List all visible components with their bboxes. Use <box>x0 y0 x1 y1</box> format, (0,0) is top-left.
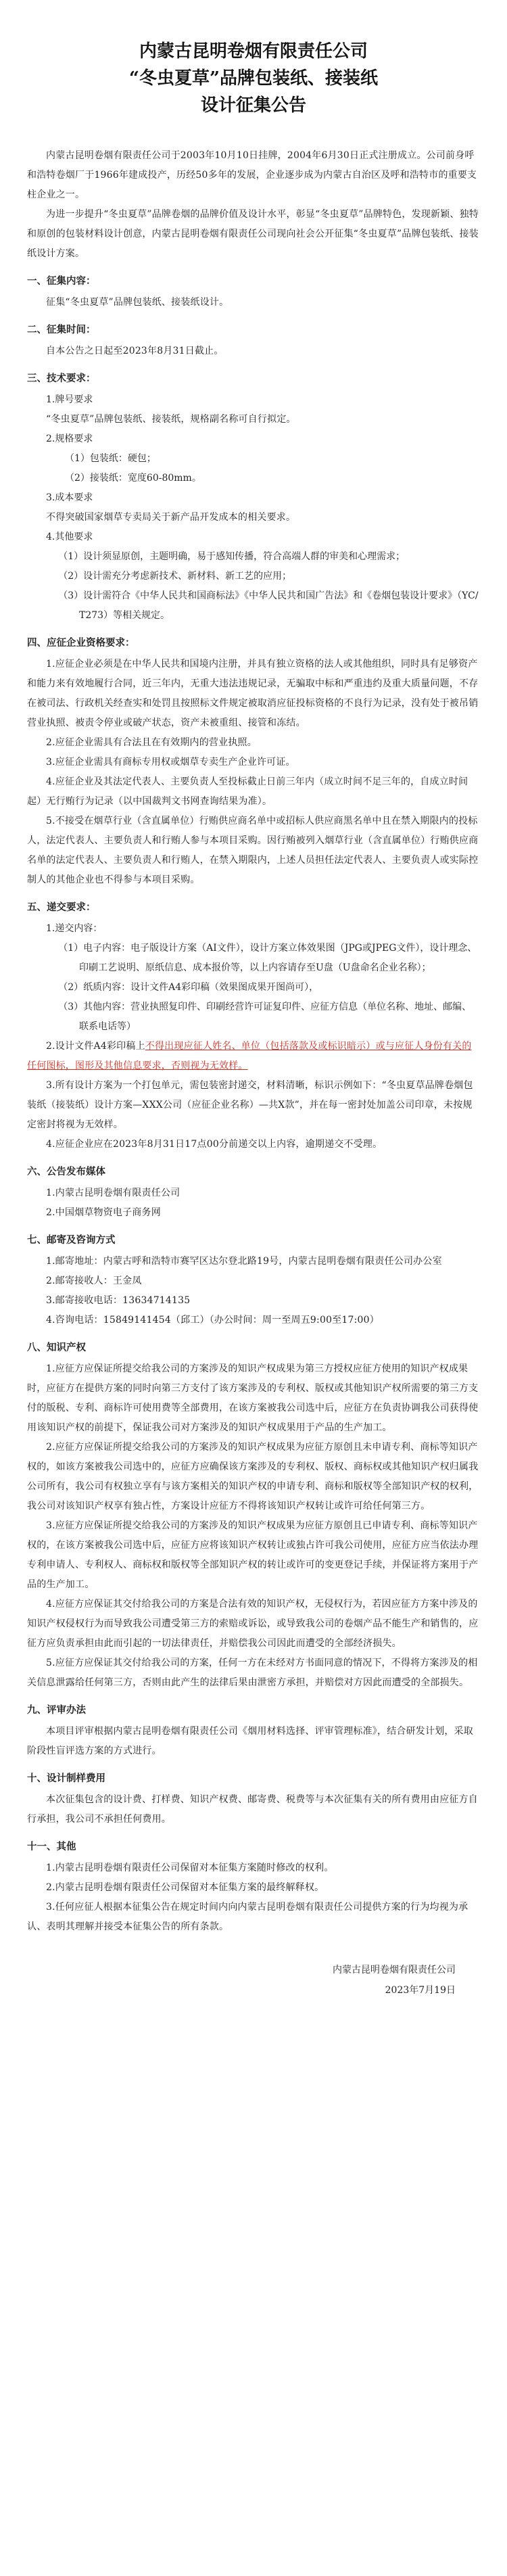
section-3-sub-4-item: （1）设计须显原创，主题明确，易于感知传播，符合高端人群的审美和心理需求； <box>58 551 406 562</box>
section-5-sub-1-item: （2）纸质内容：设计文件A4彩印稿（效果图成果开图尚可）， <box>58 982 319 993</box>
section-11-item: 1.内蒙古昆明卷烟有限责任公司保留对本征集方案随时修改的权利。 <box>46 1863 334 1873</box>
section-8-item: 1.应征方应保证所提交给我公司的方案涉及的知识产权成果为第三方授权应征方使用的知识产权成果时，应征方在提供方案的同时向第三方支付了该方案涉及的专利权、版权或其他知识产权所需要的第三方支付的版税、专利、商标许可使用费等全部费用，在该方案被我公司选中后，应征方在负责协调我公司获得使用该知识产权的前提下，保证我公司对方案涉及的知识产权成果用于产品的生产加工。 <box>27 1363 479 1433</box>
section-11-item: 3.任何应征人根据本征集公告在规定时间内向内蒙古昆明卷烟有限责任公司提供方案的行为均视为承认、表明其理解并接受本征集公告的所有条款。 <box>27 1902 468 1932</box>
section-3-sub-1: 1.牌号要求 <box>46 394 93 405</box>
section-5-item-4: 4.应征企业应在2023年8月31日17点00分前递交以上内容，逾期递交不受理。 <box>46 1139 383 1150</box>
section-3-sub-1-text: “冬虫夏草”品牌包装纸、接装纸，规格副名称可自行拟定。 <box>46 414 296 425</box>
section-3-sub-3-text: 不得突破国家烟草专卖局关于新产品开发成本的相关要求。 <box>46 512 296 523</box>
section-1-text: 征集“冬虫夏草”品牌包装纸、接装纸设计。 <box>46 297 229 308</box>
section-5-item-2 <box>27 1037 480 1076</box>
section-3-sub-4-item: （2）设计需充分考虑新技术、新材料、新工艺的应用； <box>58 571 292 582</box>
section-5-heading: 五、递交要求： <box>27 901 96 913</box>
section-5-item-2-text: 2.设计文件A4彩印稿上 <box>46 1041 145 1052</box>
section-2-heading: 二、征集时间： <box>27 324 96 335</box>
section-11-item: 2.内蒙古昆明卷烟有限责任公司保留对本征集方案的最终解释权。 <box>46 1882 324 1893</box>
section-5-sub-1-item: （3）其他内容：营业执照复印件、印刷经营许可证复印件、应征方信息（单位名称、地址、邮编、联系电话等） <box>58 1002 472 1032</box>
section-7-heading: 七、邮寄及咨询方式 <box>27 1234 116 1246</box>
section-9-text: 本项目评审根据内蒙古昆明卷烟有限责任公司《烟用材料选择、评审管理标准》，结合研发计划，采取阶段性盲评选方案的方式进行。 <box>27 1726 473 1756</box>
page-title <box>27 38 480 119</box>
section-4-item: 3.应征企业需具有商标专用权或烟草专卖生产企业许可证。 <box>46 757 295 768</box>
section-9-heading: 九、评审办法 <box>27 1704 86 1716</box>
section-2-text: 自本公告之日起至2023年8月31日截止。 <box>46 346 224 356</box>
title-line-3: 设计征集公告 <box>200 95 306 116</box>
section-11-heading: 十一、其他 <box>27 1841 76 1852</box>
section-8-item: 2.应征方应保证所提交给我公司的方案涉及的知识产权成果为应征方原创且未申请专利、商标等知识产权的，如该方案被我公司选中的，应征方应确保该方案涉及的专利权、版权、商标权或其他知识产权归属我公司所有，我公司有权独立享有与该方案相关的知识产权的申请专利、商标和版权等全部知识产权的权利，我公司对该知识产权享有独占性，方案设计应征方不得将该知识产权转让或许可给任何第三方。 <box>27 1442 479 1512</box>
section-4-heading: 四、应征企业资格要求： <box>27 637 135 649</box>
section-4-item: 2.应征企业需具有合法且在有效期内的营业执照。 <box>46 737 257 748</box>
section-4-item: 5.不接受在烟草行业（含直属单位）行贿供应商名单中或招标人供应商黑名单中且在禁入期限内的投标人，法定代表人、主要负责人和行贿人参与本项目采购。因行贿被列入烟草行业（含直属单位）行贿供应商名单的法定代表人、主要负责人和行贿人，在禁入期限内，上述人员担任法定代表人、主要负责人或实际控制人的其他企业也不得参与本项目采购。 <box>27 816 479 885</box>
title-line-2: “冬虫夏草”品牌包装纸、接装纸 <box>129 68 378 89</box>
section-3-sub-4: 4.其他要求 <box>46 532 93 542</box>
section-3-heading: 三、技术要求： <box>27 373 96 384</box>
section-7-item: 1.邮寄地址：内蒙古呼和浩特市赛罕区达尔登北路19号，内蒙古昆明卷烟有限责任公司办公室 <box>46 1256 442 1267</box>
section-3-sub-2-item: （1）包装纸：硬包； <box>65 453 156 464</box>
intro-paragraph-1: 内蒙古昆明卷烟有限责任公司于2003年10月10日挂牌，2004年6月30日正式注册成立。公司前身呼和浩特卷烟厂于1966年建成投产，历经50多年的发展，企业逐步成为内蒙古自治区及呼和浩特市的重要支柱企业之一。 <box>27 150 477 200</box>
title-line-1: 内蒙古昆明卷烟有限责任公司 <box>139 41 368 62</box>
section-8-item: 3.应征方应保证所提交给我公司的方案涉及的知识产权成果为应征方原创且已申请专利、商标等知识产权的，在该方案被我公司选中后，应征方应将该知识产权转让或独占许可我公司使用，应征方应当依法办理专利申请人、专利权人、商标权和版权等全部知识产权的转让或许可的变更登记手续，并保证将方案用于产品的生产加工。 <box>27 1520 479 1590</box>
section-5-sub-1: 1.递交内容： <box>46 923 103 934</box>
section-6-item: 1.内蒙古昆明卷烟有限责任公司 <box>46 1188 180 1198</box>
section-1-heading: 一、征集内容： <box>27 275 96 287</box>
section-6-item: 2.中国烟草物资电子商务网 <box>46 1207 161 1218</box>
section-3-sub-4-item: （3）设计需符合《中华人民共和国商标法》《中华人民共和国广告法》和《卷烟包装设计要求》（YC/T273）等相关规定。 <box>58 590 479 621</box>
section-8-item: 5.应征方应保证其交付给我公司的方案，任何一方在未经对方书面同意的情况下，不得将方案涉及的相关信息泄露给任何第三方，否则由此产生的法律后果由泄密方承担，并赔偿对方因此而遭受的全部损失。 <box>27 1658 478 1688</box>
signature-date: 2023年7月19日 <box>385 1985 456 1996</box>
signature-block <box>27 1960 456 2000</box>
intro-paragraph-2: 为进一步提升“冬虫夏草”品牌卷烟的品牌价值及设计水平，彰显“冬虫夏草”品牌特色，发现新颖、独特和原创的包装材料设计创意，内蒙古昆明卷烟有限责任公司现向社会公开征集“冬虫夏草”品牌包装纸、接装纸设计方案。 <box>27 209 479 259</box>
section-3-sub-3: 3.成本要求 <box>46 492 93 503</box>
section-5-sub-1-item: （1）电子内容：电子版设计方案（AI文件），设计方案立体效果图（JPG或JPEG文件），设计理念、印刷工艺说明、原纸信息、成本报价等，以上内容请存至U盘（U盘命名企业名称）； <box>58 943 477 973</box>
section-5-item-3: 3.所有设计方案为一个打包单元，需包装密封递交，材料清晰，标识示例如下：“冬虫夏草品牌卷烟包装纸（接装纸）设计方案—XXX公司（应征企业名称）—共X款”，并在每一密封处加盖公司印章，未按规定密封将视为无效样。 <box>27 1080 473 1130</box>
section-7-item: 3.邮寄接收电话：13634714135 <box>46 1295 191 1306</box>
section-3-sub-2: 2.规格要求 <box>46 434 93 444</box>
section-8-heading: 八、知识产权 <box>27 1342 86 1353</box>
section-7-item: 2.邮寄接收人：王金凤 <box>46 1275 142 1286</box>
section-10-text: 本次征集包含的设计费、打样费、知识产权费、邮寄费、税费等与本次征集有关的所有费用由应征方自行承担，我公司不承担任何费用。 <box>27 1794 478 1825</box>
section-6-heading: 六、公告发布媒体 <box>27 1166 105 1177</box>
section-4-item: 4.应征企业及其法定代表人、主要负责人至投标截止日前三年内（成立时间不足三年的，自成立时间起）无行贿行为记录（以中国裁判文书网查询结果为准）。 <box>27 776 468 807</box>
section-8-item: 4.应征方应保证其交付给我公司的方案是合法有效的知识产权，无侵权行为，若因应征方方案中涉及的知识产权侵权行为而导致我公司遭受第三方的索赔或诉讼，或导致我公司的卷烟产品不能生产和销售的，应征方应负责承担由此而引起的一切法律责任，并赔偿我公司因此而遭受的全部经济损失。 <box>27 1599 479 1649</box>
section-3-sub-2-item: （2）接装纸：宽度60-80mm。 <box>65 473 201 484</box>
section-10-heading: 十、设计制样费用 <box>27 1773 105 1784</box>
section-7-item: 4.咨询电话：15849141454（邱工）（办公时间：周一至周五9:00至17:00） <box>46 1315 379 1326</box>
section-4-item: 1.应征企业必须是在中华人民共和国境内注册，并具有独立资格的法人或其他组织，同时具有足够资产和能力来有效地履行合同，近三年内，无重大违法违规记录，无骗取中标和严重违约及重大质量问题，不存在被司法、行政机关经查实和处罚且按照标文件规定被取消应征投标资格的不良行为记录，没有处于被吊销营业执照、被责令停业或破产状态，资产未被重组、接管和冻结。 <box>27 659 479 728</box>
signature-company: 内蒙古昆明卷烟有限责任公司 <box>333 1965 456 1975</box>
section-5-item-2-warning: 不得出现应征人姓名、单位（包括落款及或标识暗示）或与应征人身份有关的任何图标，图形及其他信息要求，否则视为无效样。 <box>27 1041 472 1071</box>
